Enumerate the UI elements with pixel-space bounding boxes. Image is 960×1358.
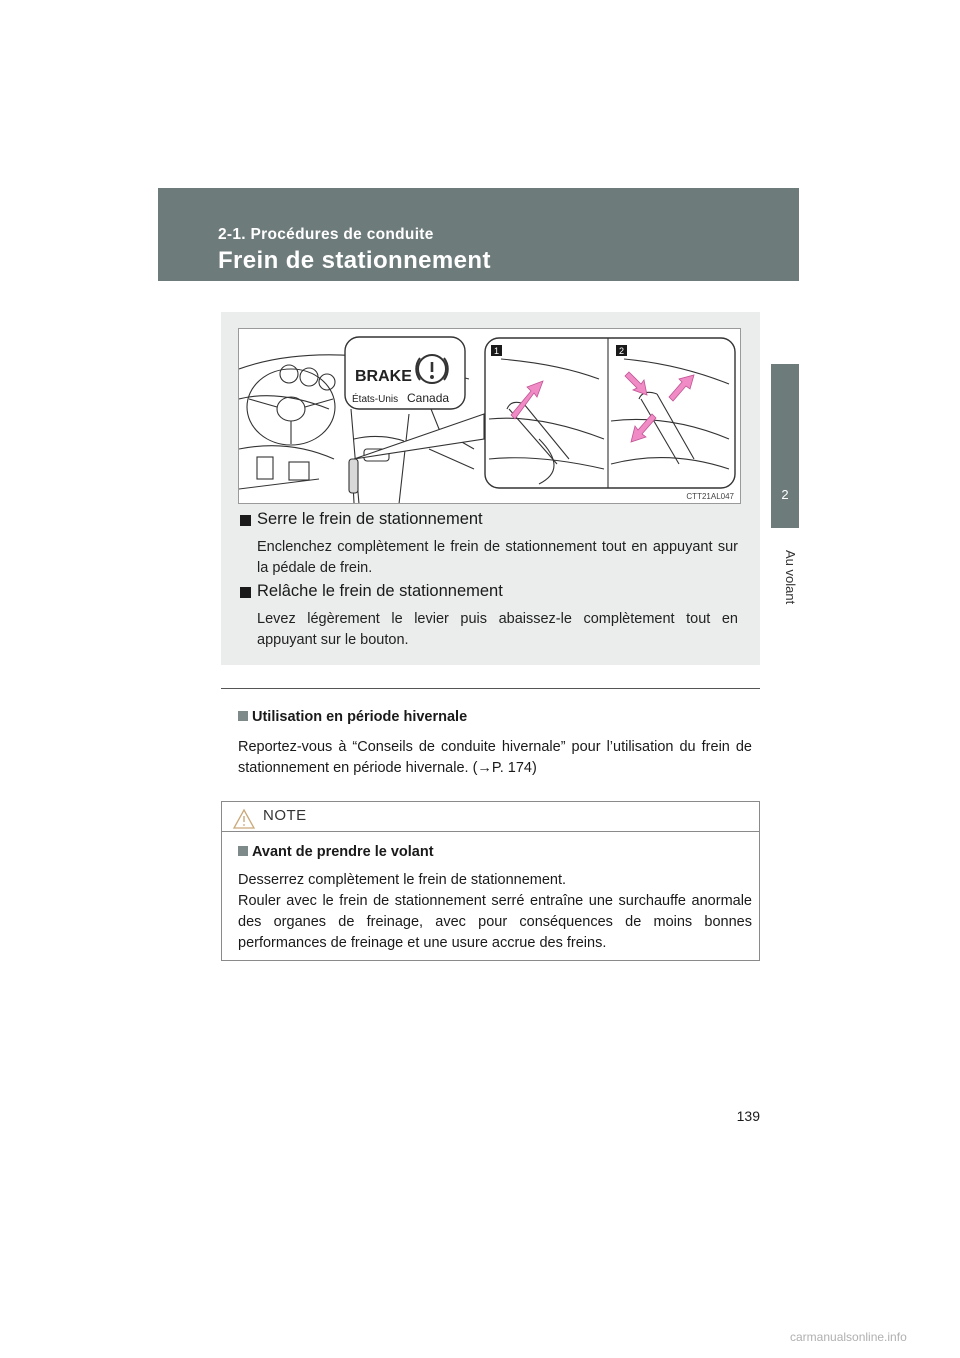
dashboard-drawing <box>239 329 740 503</box>
chapter-side-tab <box>771 364 799 528</box>
brake-warning-text: BRAKE <box>355 368 412 385</box>
winter-text: Reportez-vous à “Conseils de conduite hivernale” pour l’utilisation du frein de stationnement en période hivernale. (→P. 174) <box>238 739 752 776</box>
parking-brake-illustration <box>238 328 741 504</box>
page-title: Frein de stationnement <box>218 247 491 274</box>
chapter-label: Au volant <box>783 550 798 605</box>
note-subheading: Avant de prendre le volant <box>252 844 434 860</box>
note-title: NOTE <box>263 807 307 824</box>
page-number: 139 <box>736 1108 760 1124</box>
note-header-divider <box>222 831 759 832</box>
region-usa-label: États-Unis <box>352 394 399 405</box>
note-text <box>238 870 752 954</box>
note-text-line-2: Rouler avec le frein de stationnement serré entraîne une surchauffe anormale des organes de freinage, avec pour conséquences de moins bonnes performances de freinage et une usure accrue des freins. <box>238 893 752 951</box>
note-text-line-1: Desserrez complètement le frein de stationnement. <box>238 872 567 888</box>
step-2-marker-icon <box>240 587 251 598</box>
chapter-number: 2 <box>781 487 789 502</box>
step-2-title: Relâche le frein de stationnement <box>257 582 503 600</box>
step-1-description: Enclenchez complètement le frein de stationnement tout en appuyant sur la pédale de frein. <box>257 539 738 576</box>
step-2-description: Levez légèrement le levier puis abaissez-le complètement tout en appuyant sur le bouton. <box>257 611 738 648</box>
figure-code: CTT21AL047 <box>686 492 734 501</box>
region-canada-label: Canada <box>407 391 450 405</box>
note-subheading-row <box>238 844 434 860</box>
bullet-square-icon <box>238 711 248 721</box>
bullet-square-icon <box>238 846 248 856</box>
caution-triangle-icon <box>232 808 256 830</box>
watermark: carmanualsonline.info <box>790 1330 907 1344</box>
step-1-title: Serre le frein de stationnement <box>257 510 483 528</box>
section-label: 2-1. Procédures de conduite <box>218 226 434 243</box>
step-1-marker-icon <box>240 515 251 526</box>
winter-heading-row <box>238 709 467 725</box>
step-1-badge-label: 1 <box>493 346 500 356</box>
section-divider <box>221 688 760 689</box>
winter-heading: Utilisation en période hivernale <box>252 709 468 725</box>
step-2-badge-label: 2 <box>618 346 625 356</box>
